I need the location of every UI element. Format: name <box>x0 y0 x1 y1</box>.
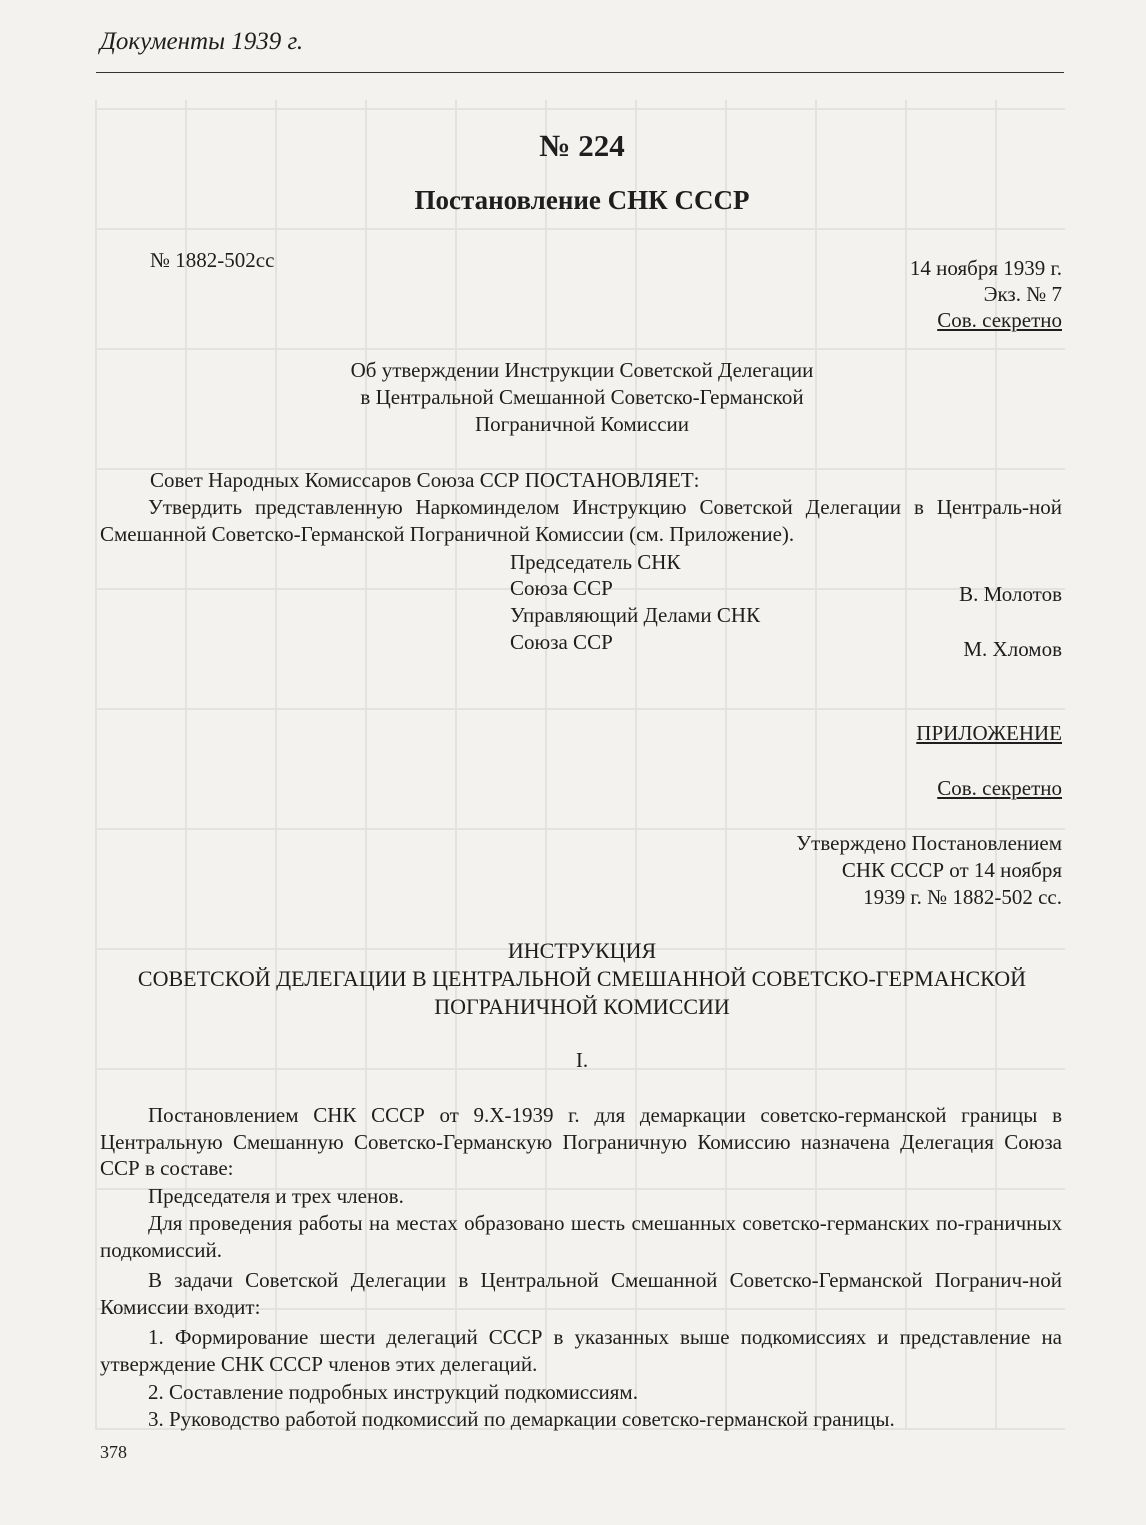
decree-text: Утвердить представленную Наркоминделом Инструкцию Советской Делегации в Централь-ной Смешанной Советско-Германской Пограничной Комиссии (см. Приложение). <box>100 495 1062 546</box>
body-paragraph: 1. Формирование шести делегаций СССР в указанных выше подкомиссиях и представление на утверждение СНК СССР членов этих делегаций. <box>100 1325 1062 1376</box>
approval-line: Утверждено Постановлением <box>796 831 1062 855</box>
body-paragraph: 2. Составление подробных инструкций подкомиссиям. <box>148 1380 638 1404</box>
secrecy-stamp: Сов. секретно <box>937 308 1062 332</box>
signature-title: Председатель СНК <box>510 550 681 574</box>
appendix-label: ПРИЛОЖЕНИЕ <box>916 721 1062 745</box>
instruction-heading: ПОГРАНИЧНОЙ КОМИССИИ <box>434 994 730 1019</box>
body-paragraph: В задачи Советской Делегации в Центральной Смешанной Советско-Германской Погранич-ной Комиссии входит: <box>100 1268 1062 1319</box>
running-head: Документы 1939 г. <box>100 28 304 55</box>
body-paragraph: Для проведения работы на местах образовано шесть смешанных советско-германских по-граничных подкомиссий. <box>100 1211 1062 1262</box>
subject-line: Об утверждении Инструкции Советской Делегации <box>350 358 814 382</box>
body-paragraph: Председателя и трех членов. <box>148 1184 404 1208</box>
document-date: 14 ноября 1939 г. <box>909 256 1062 280</box>
signature-name: В. Молотов <box>959 582 1062 606</box>
document-title: Постановление СНК СССР <box>414 185 750 215</box>
signature-title: Союза ССР <box>510 630 613 654</box>
page-number: 378 <box>100 1442 127 1462</box>
body-paragraph: 3. Руководство работой подкомиссий по демаркации советско-германской границы. <box>148 1407 895 1431</box>
signature-name: М. Хломов <box>963 637 1062 661</box>
instruction-heading: ИНСТРУКЦИЯ <box>507 938 657 963</box>
registration-number: № 1882-502сс <box>150 248 275 272</box>
signature-title: Управляющий Делами СНК <box>510 603 761 627</box>
body-paragraph: Постановлением СНК СССР от 9.X-1939 г. для демаркации советско-германской границы в Центральную Смешанную Советско-Германскую Пограничную Комиссию назначена Делегация Союза ССР в составе: <box>100 1103 1062 1180</box>
section-number: I. <box>575 1048 589 1072</box>
header-rule <box>96 72 1064 73</box>
subject-line: в Центральной Смешанной Советско-Германской <box>360 385 804 409</box>
approval-line: СНК СССР от 14 ноября <box>841 858 1062 882</box>
decree-intro: Совет Народных Комиссаров Союза ССР ПОСТАНОВЛЯЕТ: <box>150 468 700 492</box>
approval-line: 1939 г. № 1882-502 сс. <box>863 885 1062 909</box>
subject-line: Пограничной Комиссии <box>474 412 690 436</box>
signature-title: Союза ССР <box>510 576 613 600</box>
instruction-heading: СОВЕТСКОЙ ДЕЛЕГАЦИИ В ЦЕНТРАЛЬНОЙ СМЕШАННОЙ СОВЕТСКО-ГЕРМАНСКОЙ <box>137 966 1027 991</box>
copy-number: Экз. № 7 <box>983 282 1062 306</box>
document-number: № 224 <box>539 128 625 163</box>
appendix-secrecy: Сов. секретно <box>937 776 1062 800</box>
